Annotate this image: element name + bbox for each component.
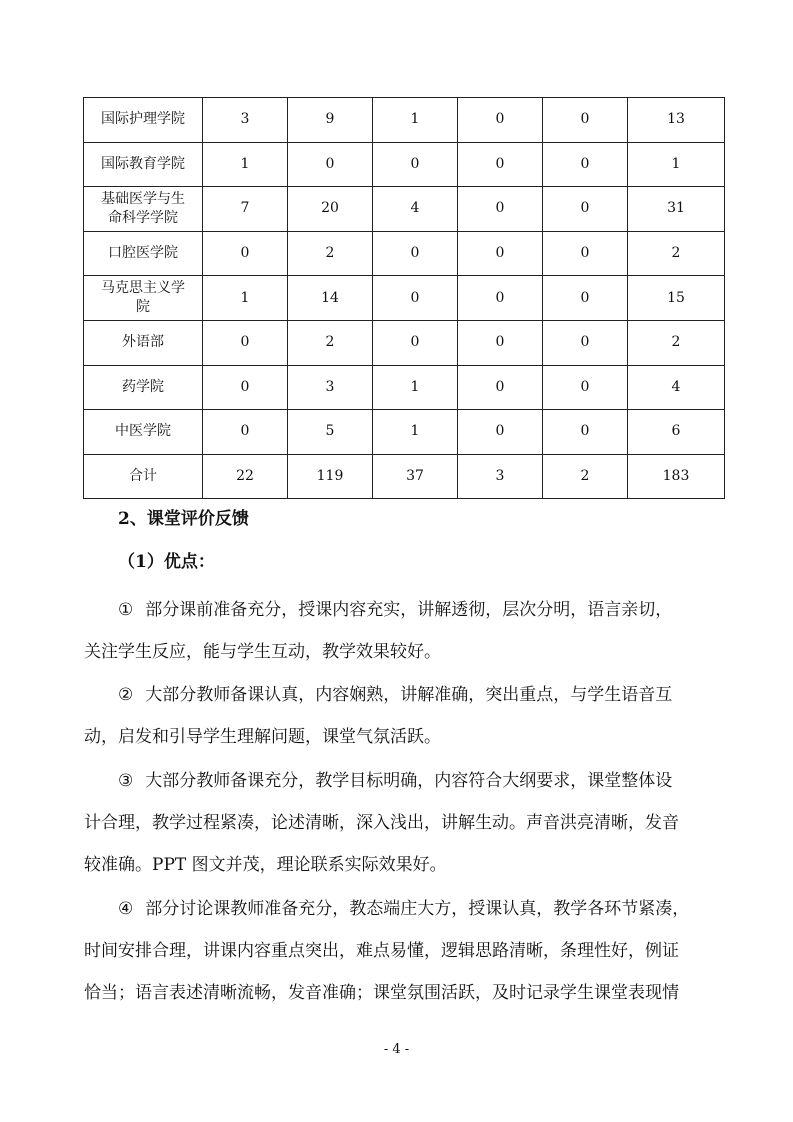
feedback-line	[84, 760, 734, 802]
row-label	[84, 276, 203, 321]
table-cell: 13	[628, 98, 725, 143]
feedback-line	[84, 716, 734, 758]
table-cell: 119	[288, 454, 373, 499]
feedback-line	[84, 930, 734, 972]
table-cell: 1	[203, 276, 288, 321]
table-cell: 0	[458, 276, 543, 321]
table-row	[84, 410, 725, 455]
feedback-text: 大部分教师备课认真，内容娴熟，讲解准确，突出重点，与学生语音互	[145, 685, 673, 705]
table-cell: 14	[288, 276, 373, 321]
table-cell: 3	[288, 365, 373, 410]
feedback-line	[84, 888, 734, 930]
table-cell: 0	[203, 365, 288, 410]
page-number: - 4 -	[383, 1042, 410, 1057]
table-row	[84, 276, 725, 321]
table-cell: 0	[543, 142, 628, 187]
row-label-line: 基础医学与生	[101, 190, 185, 207]
table-cell: 4	[628, 365, 725, 410]
feedback-line	[84, 631, 734, 673]
table-cell: 2	[288, 320, 373, 365]
table-cell: 2	[543, 454, 628, 499]
table-cell: 1	[203, 142, 288, 187]
table-cell: 20	[288, 187, 373, 232]
table-cell: 1	[373, 410, 458, 455]
table-cell: 7	[203, 187, 288, 232]
subsection-heading: （1）优点：	[118, 552, 215, 572]
table-cell: 15	[628, 276, 725, 321]
feedback-line	[84, 674, 734, 716]
feedback-line	[84, 589, 734, 631]
feedback-text: 时间安排合理，讲课内容重点突出，难点易懂，逻辑思路清晰，条理性好，例证	[84, 941, 679, 961]
table-cell: 183	[628, 454, 725, 499]
table-row	[84, 187, 725, 232]
row-label: 合计	[84, 454, 203, 499]
feedback-line	[84, 844, 734, 886]
table-cell: 0	[458, 187, 543, 232]
table-cell: 0	[288, 142, 373, 187]
table-row	[84, 231, 725, 276]
row-label: 药学院	[84, 365, 203, 410]
item-marker: ②	[118, 685, 134, 705]
table-cell: 0	[203, 320, 288, 365]
row-label-line: 马克思主义学	[101, 280, 185, 297]
table-cell: 0	[543, 276, 628, 321]
table-cell: 0	[543, 410, 628, 455]
table-cell: 1	[373, 365, 458, 410]
table-cell: 1	[373, 98, 458, 143]
item-marker: ④	[118, 899, 134, 919]
table-cell: 0	[373, 231, 458, 276]
table-cell: 6	[628, 410, 725, 455]
table-cell: 0	[458, 320, 543, 365]
feedback-text: 部分讨论课教师准备充分，教态端庄大方，授课认真，教学各环节紧凑，	[145, 899, 690, 919]
feedback-text: 部分课前准备充分，授课内容充实，讲解透彻，层次分明，语言亲切，	[145, 600, 673, 620]
table-cell: 0	[203, 410, 288, 455]
table-cell: 0	[203, 231, 288, 276]
feedback-item	[84, 760, 734, 886]
table-cell: 2	[628, 231, 725, 276]
row-label: 国际教育学院	[84, 142, 203, 187]
table-cell: 0	[458, 231, 543, 276]
table-cell: 0	[458, 410, 543, 455]
item-marker: ①	[118, 600, 134, 620]
table-cell: 3	[458, 454, 543, 499]
feedback-text: 关注学生反应，能与学生互动，教学效果较好。	[84, 642, 441, 662]
row-label-line: 院	[136, 299, 150, 316]
table-cell: 0	[458, 142, 543, 187]
table-cell: 2	[628, 320, 725, 365]
table-row	[84, 98, 725, 143]
feedback-text: 恰当；语言表述清晰流畅，发音准确；课堂氛围活跃，及时记录学生课堂表现情	[84, 983, 679, 1003]
table-cell: 0	[543, 231, 628, 276]
table-cell: 0	[373, 276, 458, 321]
table-cell: 0	[373, 142, 458, 187]
table-cell: 0	[543, 320, 628, 365]
table-row	[84, 320, 725, 365]
row-label-line: 命科学学院	[108, 209, 178, 226]
feedback-item	[84, 888, 734, 1014]
feedback-text: 较准确。PPT 图文并茂，理论联系实际效果好。	[84, 855, 447, 875]
table-cell: 31	[628, 187, 725, 232]
row-label: 中医学院	[84, 410, 203, 455]
feedback-text: 大部分教师备课充分，教学目标明确，内容符合大纲要求，课堂整体设	[145, 771, 673, 791]
row-label: 口腔医学院	[84, 231, 203, 276]
table-cell: 4	[373, 187, 458, 232]
table-row	[84, 454, 725, 499]
table-cell: 0	[543, 98, 628, 143]
row-label: 外语部	[84, 320, 203, 365]
row-label: 国际护理学院	[84, 98, 203, 143]
table-cell: 0	[543, 187, 628, 232]
feedback-line	[84, 972, 734, 1014]
table-cell: 5	[288, 410, 373, 455]
table-cell: 0	[458, 365, 543, 410]
feedback-text: 动，启发和引导学生理解问题，课堂气氛活跃。	[84, 727, 441, 747]
table-cell: 1	[628, 142, 725, 187]
feedback-line	[84, 802, 734, 844]
item-marker: ③	[118, 771, 134, 791]
row-label	[84, 187, 203, 232]
table-cell: 2	[288, 231, 373, 276]
table-row	[84, 142, 725, 187]
table-cell: 3	[203, 98, 288, 143]
feedback-item	[84, 589, 734, 673]
table-cell: 9	[288, 98, 373, 143]
table-cell: 0	[373, 320, 458, 365]
section-heading: 2、课堂评价反馈	[118, 509, 249, 529]
table-row	[84, 365, 725, 410]
table-cell: 22	[203, 454, 288, 499]
table-cell: 0	[458, 98, 543, 143]
statistics-table	[83, 97, 725, 499]
table-cell: 37	[373, 454, 458, 499]
table-cell: 0	[543, 365, 628, 410]
feedback-text: 计合理，教学过程紧凑，论述清晰，深入浅出，讲解生动。声音洪亮清晰，发音	[84, 813, 679, 833]
feedback-item	[84, 674, 734, 758]
